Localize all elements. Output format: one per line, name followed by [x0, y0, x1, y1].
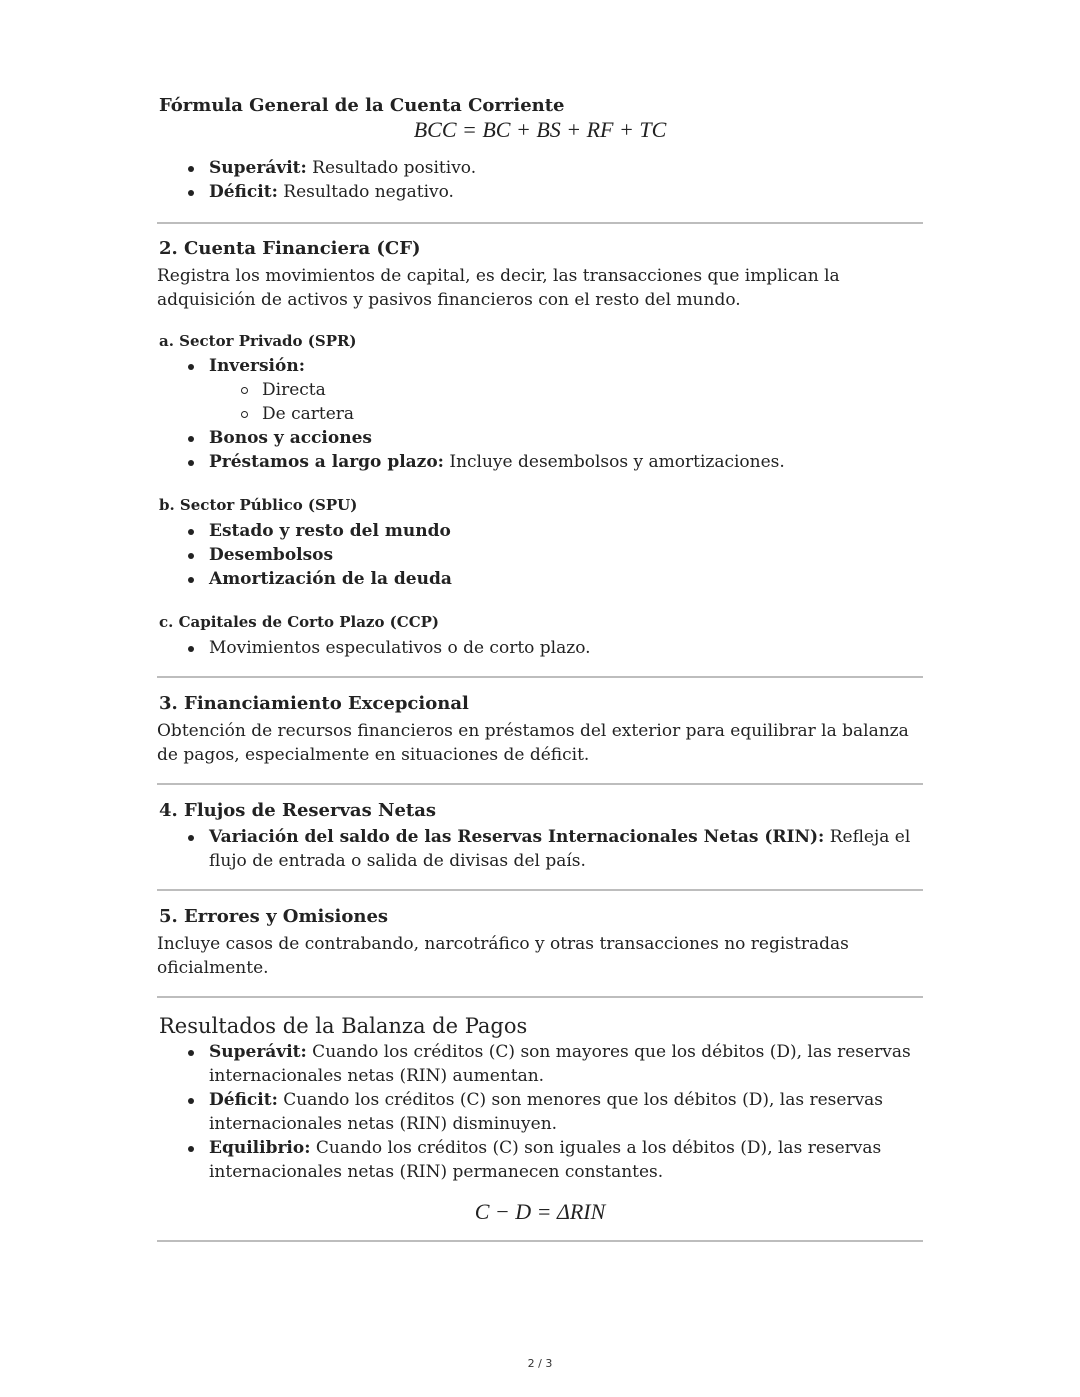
item-label: Bonos y acciones [209, 428, 372, 448]
list-item [157, 1136, 923, 1184]
section-heading-financial-account: 2. Cuenta Financiera (CF) [159, 238, 421, 259]
page-indicator: 2 / 3 [527, 1357, 553, 1370]
list-item [157, 1040, 923, 1088]
divider [157, 222, 923, 224]
exceptional-financing-description: Obtención de recursos financieros en préstamos del exterior para equilibrar la balanza de pagos, especialmente en situaciones de déficit. [157, 721, 909, 765]
bop-results-list [157, 1040, 923, 1184]
list-item: Movimientos especulativos o de corto plazo. [157, 636, 923, 660]
divider [157, 889, 923, 891]
divider [157, 996, 923, 998]
investment-sublist [157, 378, 923, 426]
item-label: Estado y resto del mundo [209, 521, 451, 541]
current-account-formula-heading: Fórmula General de la Cuenta Corriente [159, 95, 565, 116]
section-heading-exceptional-financing: 3. Financiamiento Excepcional [159, 693, 469, 714]
list-item [157, 426, 923, 450]
list-item [157, 450, 923, 474]
sublist-item: Directa [157, 378, 923, 402]
item-text: Resultado positivo. [306, 158, 477, 178]
item-label: Déficit: [209, 182, 278, 202]
divider [157, 783, 923, 785]
list-item [157, 519, 923, 543]
financial-account-description: Registra los movimientos de capital, es decir, las transacciones que implican la adquisición de activos y pasivos financieros con el resto del mundo. [157, 266, 840, 310]
current-account-equation: BCC = BC + BS + RF + TC [413, 117, 667, 142]
item-label: Préstamos a largo plazo: [209, 452, 444, 472]
item-label: Amortización de la deuda [209, 569, 452, 589]
item-text: Refleja el flujo de entrada o salida de divisas del país. [209, 827, 911, 871]
list-item [157, 543, 923, 567]
bop-equation: C − D = ΔRIN [474, 1199, 606, 1224]
divider [157, 1240, 923, 1242]
document-page [157, 94, 923, 1242]
list-item [157, 1088, 923, 1136]
item-text: Cuando los créditos (C) son iguales a los débitos (D), las reservas internacionales netas (RIN) permanecen constantes. [209, 1138, 882, 1182]
errors-omissions-description: Incluye casos de contrabando, narcotráfico y otras transacciones no registradas oficialmente. [157, 934, 849, 978]
item-label: Desembolsos [209, 545, 334, 565]
subsection-heading-private-sector: a. Sector Privado (SPR) [159, 332, 357, 350]
subsection-heading-short-term-capital: c. Capitales de Corto Plazo (CCP) [159, 613, 440, 631]
net-reserve-flows-list [157, 825, 923, 873]
item-text: Cuando los créditos (C) son mayores que los débitos (D), las reservas internacionales netas (RIN) aumentan. [209, 1042, 911, 1086]
public-sector-list [157, 519, 923, 591]
result-sign-list [157, 156, 923, 204]
sublist-item: De cartera [157, 402, 923, 426]
item-label: Superávit: [209, 158, 307, 178]
list-item [157, 825, 923, 873]
list-item [157, 180, 923, 204]
item-label: Variación del saldo de las Reservas Internacionales Netas (RIN): [209, 827, 825, 847]
item-text: Resultado negativo. [277, 182, 454, 202]
short-term-capital-list [157, 636, 923, 660]
section-heading-errors-omissions: 5. Errores y Omisiones [159, 906, 389, 927]
subsection-heading-public-sector: b. Sector Público (SPU) [159, 496, 358, 514]
list-item [157, 354, 923, 378]
item-label: Equilibrio: [209, 1138, 311, 1158]
section-heading-net-reserve-flows: 4. Flujos de Reservas Netas [159, 800, 437, 821]
divider [157, 676, 923, 678]
section-heading-bop-results: Resultados de la Balanza de Pagos [159, 1014, 528, 1038]
list-item [157, 567, 923, 591]
item-text: Cuando los créditos (C) son menores que los débitos (D), las reservas internacionales netas (RIN) disminuyen. [209, 1090, 884, 1134]
private-sector-list [157, 354, 923, 378]
item-text: Incluye desembolsos y amortizaciones. [443, 452, 785, 472]
item-label: Inversión: [209, 356, 305, 376]
list-item [157, 156, 923, 180]
item-label: Superávit: [209, 1042, 307, 1062]
item-label: Déficit: [209, 1090, 278, 1110]
